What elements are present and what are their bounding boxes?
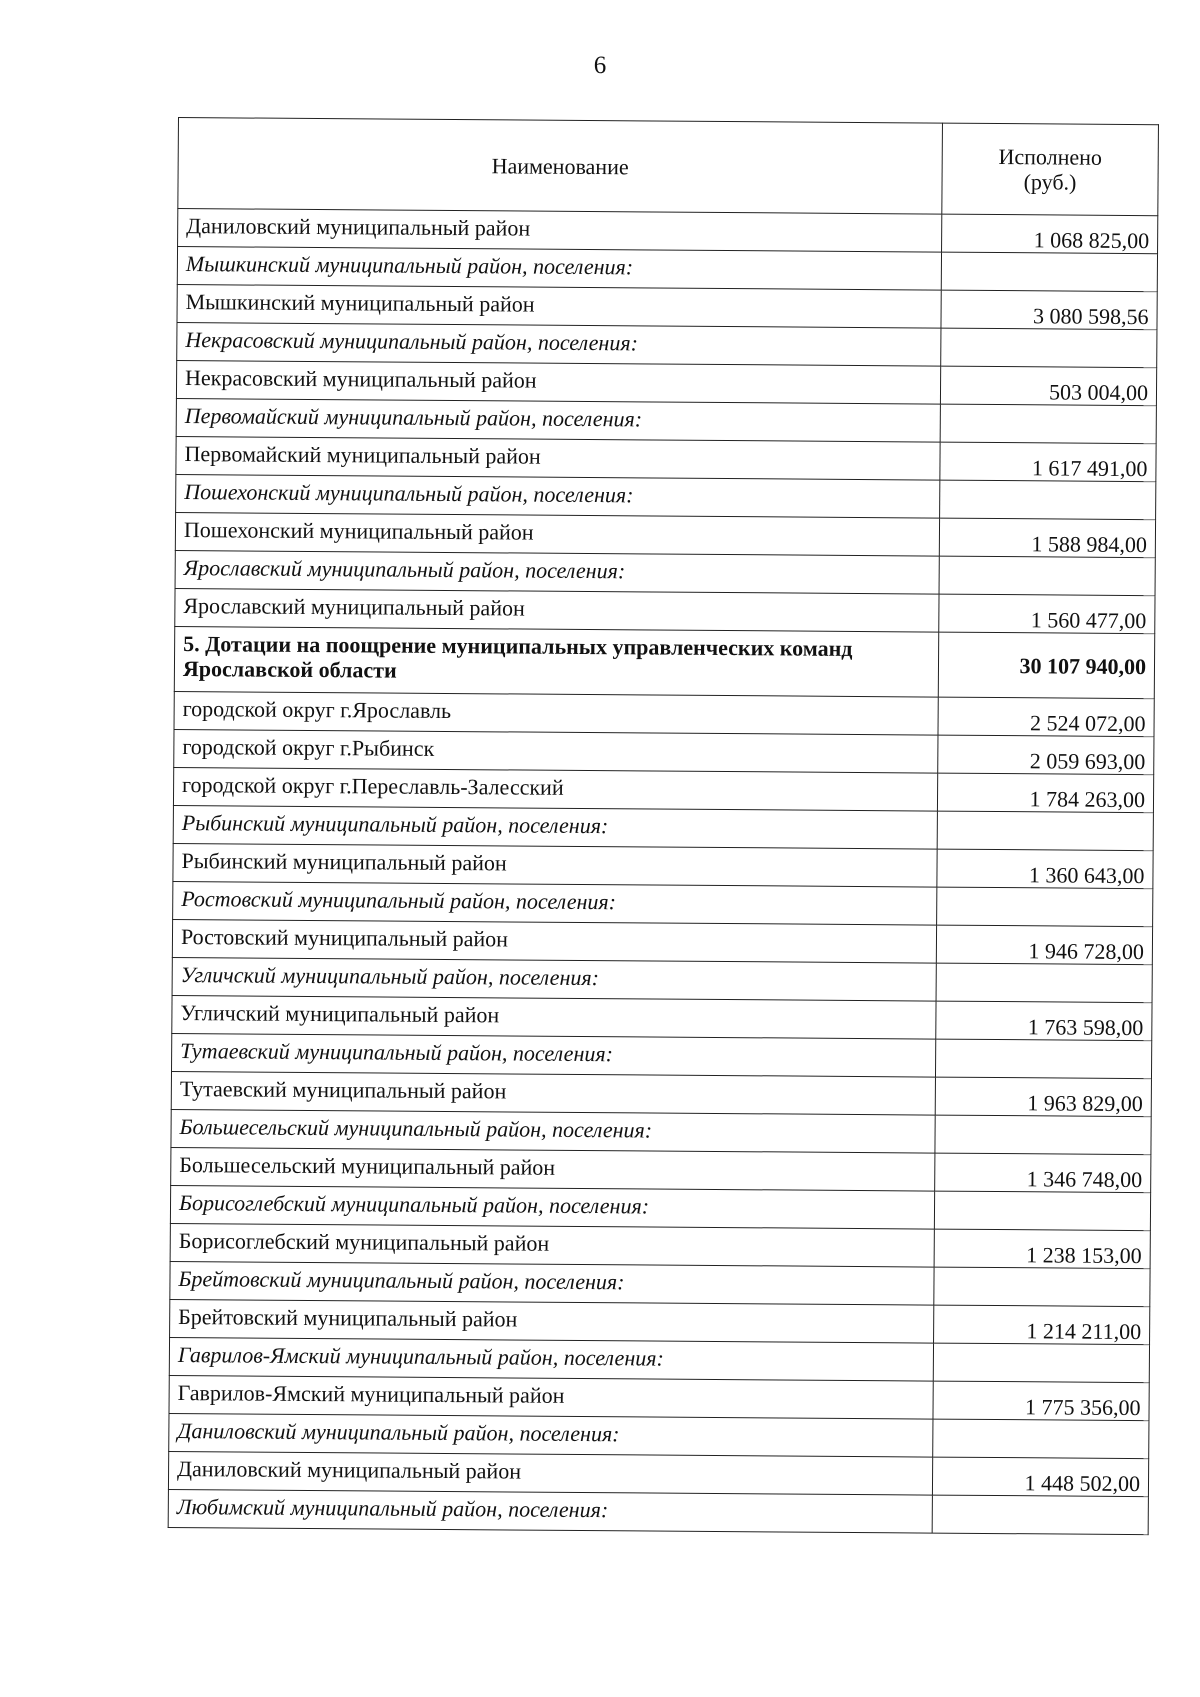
- row-name-cell: Первомайский муниципальный район, поселения:: [176, 398, 940, 442]
- row-amount-cell: 1 784 263,00: [937, 773, 1153, 813]
- row-amount-cell: [933, 1343, 1149, 1383]
- table-body: [168, 209, 1158, 1535]
- row-name-cell: Мышкинский муниципальный район, поселения:: [177, 247, 941, 291]
- row-name-cell: Гаврилов-Ямский муниципальный район: [169, 1375, 933, 1419]
- column-header-amount-title: Исполнено: [998, 144, 1103, 170]
- column-header-name: Наименование: [178, 118, 943, 215]
- row-amount-cell: [932, 1495, 1148, 1535]
- row-name-cell: Даниловский муниципальный район, поселения:: [169, 1413, 933, 1457]
- row-amount-cell: 1 946 728,00: [936, 925, 1152, 965]
- row-name-cell: Первомайский муниципальный район: [176, 436, 940, 480]
- row-amount-cell: 503 004,00: [940, 366, 1156, 406]
- row-amount-cell: [933, 1419, 1149, 1459]
- row-amount-cell: 1 775 356,00: [933, 1381, 1149, 1421]
- row-amount-cell: 1 560 477,00: [939, 594, 1155, 634]
- row-name-cell: Угличский муниципальный район: [172, 995, 936, 1039]
- row-name-cell: Пошехонский муниципальный район: [175, 512, 939, 556]
- row-amount-cell: 1 068 825,00: [942, 214, 1158, 254]
- row-name-cell: городской округ г.Рыбинск: [174, 729, 938, 773]
- table-header-row: [178, 118, 1159, 216]
- row-amount-cell: 1 346 748,00: [935, 1153, 1151, 1193]
- row-amount-cell: 1 360 643,00: [937, 849, 1153, 889]
- row-amount-cell: [936, 963, 1152, 1003]
- row-amount-cell: [937, 887, 1153, 927]
- row-amount-cell: [941, 252, 1157, 292]
- row-name-cell: Ярославский муниципальный район: [175, 588, 939, 632]
- row-amount-cell: [935, 1039, 1151, 1079]
- row-amount-cell: [940, 404, 1156, 444]
- row-amount-cell: 1 238 153,00: [934, 1229, 1150, 1269]
- row-amount-cell: [934, 1191, 1150, 1231]
- row-name-cell: Борисоглебский муниципальный район, поселения:: [170, 1185, 934, 1229]
- row-name-cell: Даниловский муниципальный район: [168, 1451, 932, 1495]
- row-amount-cell: 1 448 502,00: [932, 1457, 1148, 1497]
- row-amount-cell: 1 763 598,00: [936, 1001, 1152, 1041]
- row-name-cell: Рыбинский муниципальный район, поселения:: [173, 805, 937, 849]
- row-name-cell: Брейтовский муниципальный район, поселения:: [170, 1261, 934, 1305]
- row-name-cell: Большесельский муниципальный район, поселения:: [171, 1109, 935, 1153]
- row-name-cell: Ростовский муниципальный район: [172, 919, 936, 963]
- budget-table: [168, 117, 1159, 1535]
- row-name-cell: Некрасовский муниципальный район, поселения:: [177, 322, 941, 366]
- row-name-cell: городской округ г.Переславль-Залесский: [173, 767, 937, 811]
- row-name-cell: Брейтовский муниципальный район: [170, 1299, 934, 1343]
- row-amount-cell: 1 963 829,00: [935, 1077, 1151, 1117]
- row-name-cell: Большесельский муниципальный район: [171, 1147, 935, 1191]
- row-name-cell: Даниловский муниципальный район: [178, 209, 942, 253]
- row-amount-cell: 1 588 984,00: [939, 518, 1155, 558]
- row-amount-cell: 2 524 072,00: [938, 697, 1154, 737]
- row-amount-cell: [939, 556, 1155, 596]
- row-amount-cell: [934, 1267, 1150, 1307]
- group-row: [168, 1489, 1148, 1534]
- row-amount-cell: [937, 811, 1153, 851]
- row-name-cell: Пошехонский муниципальный район, поселения:: [176, 474, 940, 518]
- row-name-cell: Тутаевский муниципальный район, поселения:: [172, 1033, 936, 1077]
- column-header-amount: [942, 123, 1159, 216]
- row-name-cell: Ростовский муниципальный район, поселения:: [173, 881, 937, 925]
- section-row: [174, 626, 1154, 698]
- row-name-cell: Мышкинский муниципальный район: [177, 284, 941, 328]
- row-amount-cell: 30 107 940,00: [938, 632, 1154, 699]
- row-name-cell: Тутаевский муниципальный район: [171, 1071, 935, 1115]
- row-name-cell: Любимский муниципальный район, поселения:: [168, 1489, 932, 1533]
- row-amount-cell: [940, 480, 1156, 520]
- row-name-cell: 5. Дотации на поощрение муниципальных управленческих команд Ярославской области: [174, 626, 938, 697]
- row-amount-cell: 3 080 598,56: [941, 290, 1157, 330]
- row-name-cell: Рыбинский муниципальный район: [173, 843, 937, 887]
- row-name-cell: Угличский муниципальный район, поселения:: [172, 957, 936, 1001]
- row-name-cell: Некрасовский муниципальный район: [176, 360, 940, 404]
- row-name-cell: Гаврилов-Ямский муниципальный район, поселения:: [169, 1337, 933, 1381]
- row-name-cell: Ярославский муниципальный район, поселения:: [175, 550, 939, 594]
- row-amount-cell: [941, 328, 1157, 368]
- row-amount-cell: [935, 1115, 1151, 1155]
- row-name-cell: городской округ г.Ярославль: [174, 691, 938, 735]
- page-number: 6: [593, 52, 607, 79]
- row-amount-cell: 1 214 211,00: [934, 1305, 1150, 1345]
- column-header-amount-unit: (руб.): [1023, 169, 1077, 195]
- row-amount-cell: 2 059 693,00: [938, 735, 1154, 775]
- row-amount-cell: 1 617 491,00: [940, 442, 1156, 482]
- row-name-cell: Борисоглебский муниципальный район: [170, 1223, 934, 1267]
